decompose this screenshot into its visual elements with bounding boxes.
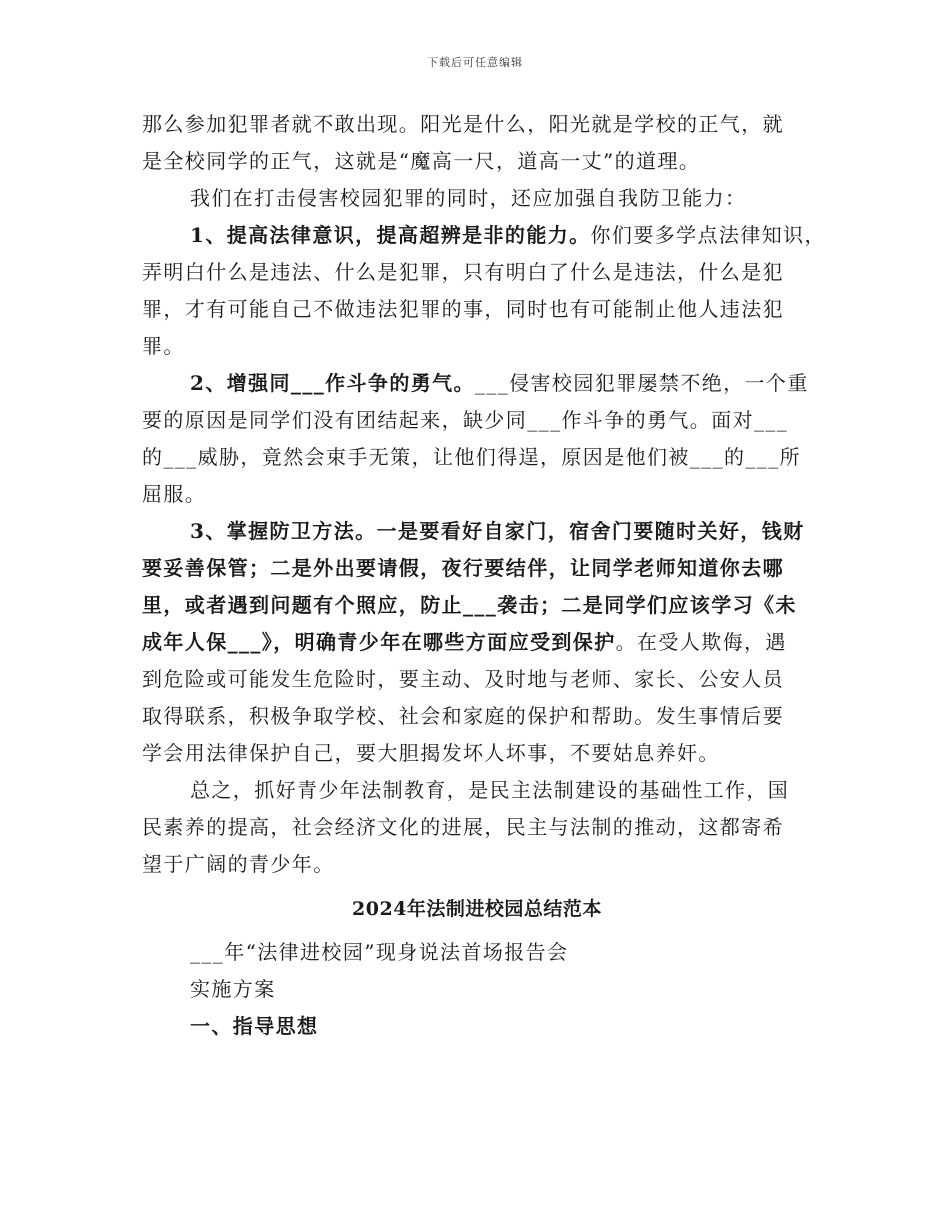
paragraph-line: 总之，抓好青少年法制教育，是民主法制建设的基础性工作，国 <box>190 778 790 802</box>
paragraph-line: 我们在打击侵害校园犯罪的同时，还应加强自我防卫能力： <box>190 186 747 210</box>
paragraph-line: 里，或者遇到问题有个照应，防止___袭击；二是同学们应该学习《未 <box>142 593 797 617</box>
paragraph-line: 罪。 <box>142 334 185 358</box>
point-2-text: ___侵害校园犯罪屡禁不绝，一个重 <box>474 371 809 395</box>
document-body <box>142 106 826 1045</box>
point-1-heading: 1、提高法律意识，提高超辨是非的能力。 <box>190 223 591 247</box>
point-3-text: 。在受人欺侮，遇 <box>615 630 787 654</box>
paragraph-line: 罪，才有可能自己不做违法犯罪的事，同时也有可能制止他人违法犯 <box>142 297 784 321</box>
paragraph-line: 取得联系，积极争取学校、社会和家庭的保护和帮助。发生事情后要 <box>142 704 784 728</box>
paragraph-line: 要的原因是同学们没有团结起来，缺少同___作斗争的勇气。面对___ <box>142 408 789 432</box>
paragraph-line: 是全校同学的正气，这就是“魔高一尺，道高一丈”的道理。 <box>142 149 701 173</box>
paragraph-line: 3、掌握防卫方法。一是要看好自家门，宿舍门要随时关好，钱财 <box>190 519 805 543</box>
paragraph-line: 的___威胁，竟然会束手无策，让他们得逞，原因是他们被___的___所 <box>142 445 801 469</box>
section-heading: 一、指导思想 <box>190 1014 319 1038</box>
section-subtitle: 实施方案 <box>190 977 276 1001</box>
paragraph-line: 民素养的提高，社会经济文化的进展，民主与法制的推动，这都寄希 <box>142 815 784 839</box>
paragraph-line: 到危险或可能发生危险时，要主动、及时地与老师、家长、公安人员 <box>142 667 784 691</box>
paragraph-line: 屈服。 <box>142 482 207 506</box>
paragraph-line: 学会用法律保护自己，要大胆揭发坏人坏事，不要姑息养奸。 <box>142 741 720 765</box>
paragraph-line: 弄明白什么是违法、什么是犯罪，只有明白了什么是违法，什么是犯 <box>142 260 784 284</box>
paragraph-line: 要妥善保管；二是外出要请假，夜行要结伴，让同学老师知道你去哪 <box>142 556 784 580</box>
paragraph-line: 那么参加犯罪者就不敢出现。阳光是什么，阳光就是学校的正气，就 <box>142 112 784 136</box>
point-2-heading: 2、增强同___作斗争的勇气。 <box>190 371 475 395</box>
page-header-note: 下载后可任意编辑 <box>427 56 523 69</box>
paragraph-line <box>142 624 812 661</box>
paragraph-line <box>142 217 826 254</box>
point-1-text: 你们要多学点法律知识， <box>590 223 826 247</box>
point-3-bold-end: 成年人保___》，明确青少年在哪些方面应受到保护 <box>142 630 616 654</box>
paragraph-line: 望于广阔的青少年。 <box>142 852 335 876</box>
section-title: 2024年法制进校园总结范本 <box>352 898 602 920</box>
section-subtitle: ___年“法律进校园”现身说法首场报告会 <box>190 940 569 964</box>
paragraph-line <box>142 365 812 402</box>
